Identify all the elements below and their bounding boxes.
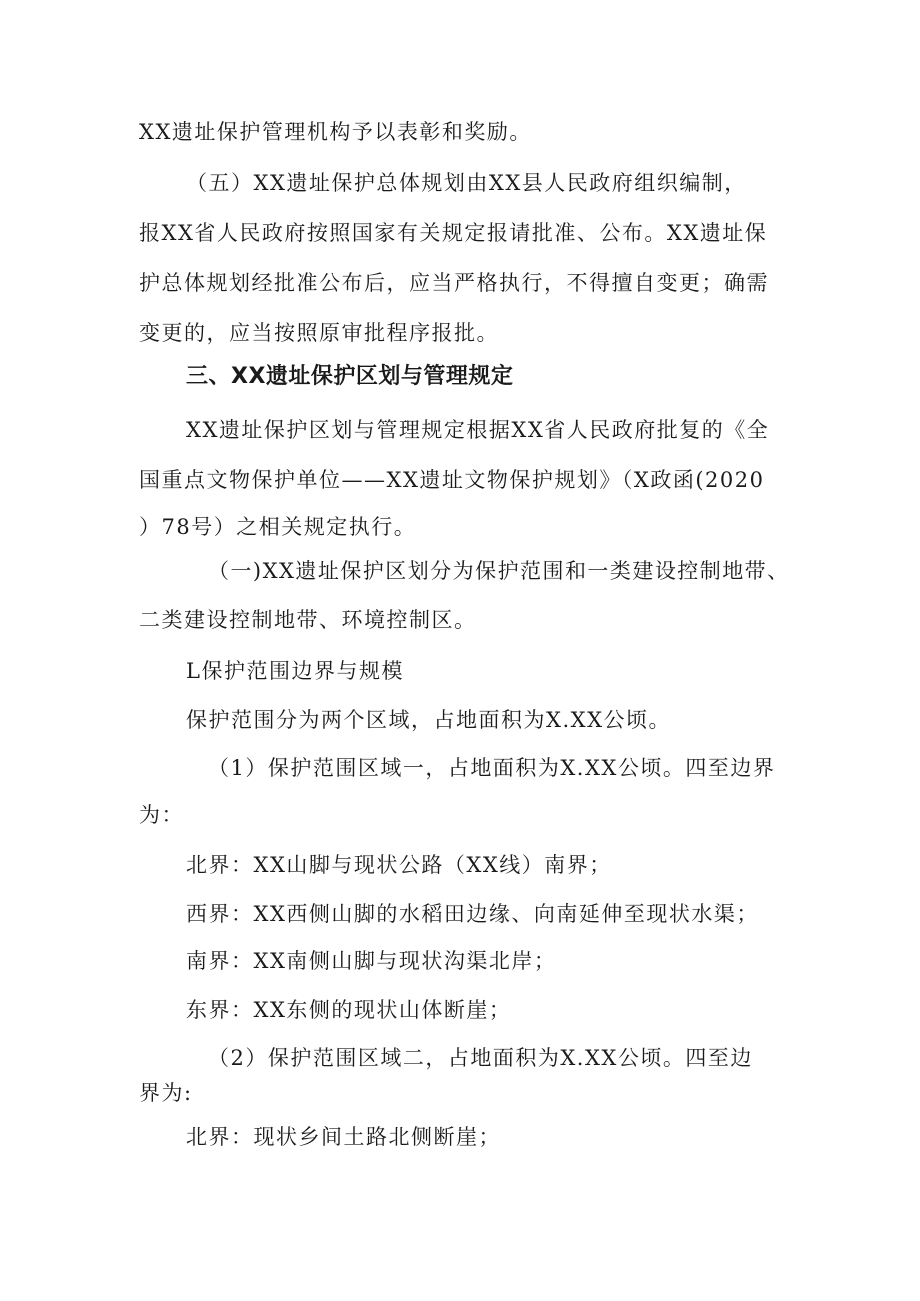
paragraph-line-13: 保护范围分为两个区域，占地面积为X.XX公顷。 — [186, 708, 672, 732]
paragraph-line-4: 护总体规划经批准公布后，应当严格执行，不得擅自变更；确需 — [139, 271, 769, 295]
boundary-line-west-1: 西界：XX西侧山脚的水稻田边缘、向南延伸至现状水渠； — [186, 902, 759, 926]
paragraph-line-14: （1）保护范围区域一，占地面积为X.XX公顷。四至边界 — [208, 756, 776, 780]
paragraph-line-20: （2）保护范围区域二，占地面积为X.XX公顷。四至边 — [208, 1046, 753, 1070]
paragraph-line-9: ）78号）之相关规定执行。 — [139, 515, 417, 539]
paragraph-line-1: XX遗址保护管理机构予以表彰和奖励。 — [139, 120, 532, 144]
paragraph-line-15: 为： — [139, 803, 184, 827]
boundary-line-east-1: 东界：XX东侧的现状山体断崖； — [186, 998, 512, 1022]
paragraph-line-10: （一)XX遗址保护区划分为保护范围和一类建设控制地带、 — [208, 559, 790, 583]
boundary-line-south-1: 南界：XX南侧山脚与现状沟渠北岸； — [186, 949, 557, 973]
paragraph-line-21: 界为: — [139, 1081, 193, 1105]
paragraph-line-3: 报XX省人民政府按照国家有关规定报请批准、公布。XX遗址保 — [139, 221, 768, 245]
paragraph-line-7: XX遗址保护区划与管理规定根据XX省人民政府批复的《全 — [186, 418, 770, 442]
paragraph-line-11: 二类建设控制地带、环境控制区。 — [139, 608, 477, 632]
paragraph-line-8: 国重点文物保护单位——XX遗址文物保护规划》（X政函(2020 — [139, 468, 765, 492]
boundary-line-north-1: 北界：XX山脚与现状公路（XX线）南界； — [186, 853, 612, 877]
paragraph-line-2: （五）XX遗址保护总体规划由XX县人民政府组织编制， — [186, 171, 747, 195]
subheading-line: L保护范围边界与规模 — [186, 659, 404, 683]
paragraph-line-5: 变更的，应当按照原审批程序报批。 — [139, 321, 499, 345]
boundary-line-north-2: 北界：现状乡间土路北侧断崖； — [186, 1125, 501, 1149]
section-heading: 三、XX遗址保护区划与管理规定 — [186, 364, 514, 389]
